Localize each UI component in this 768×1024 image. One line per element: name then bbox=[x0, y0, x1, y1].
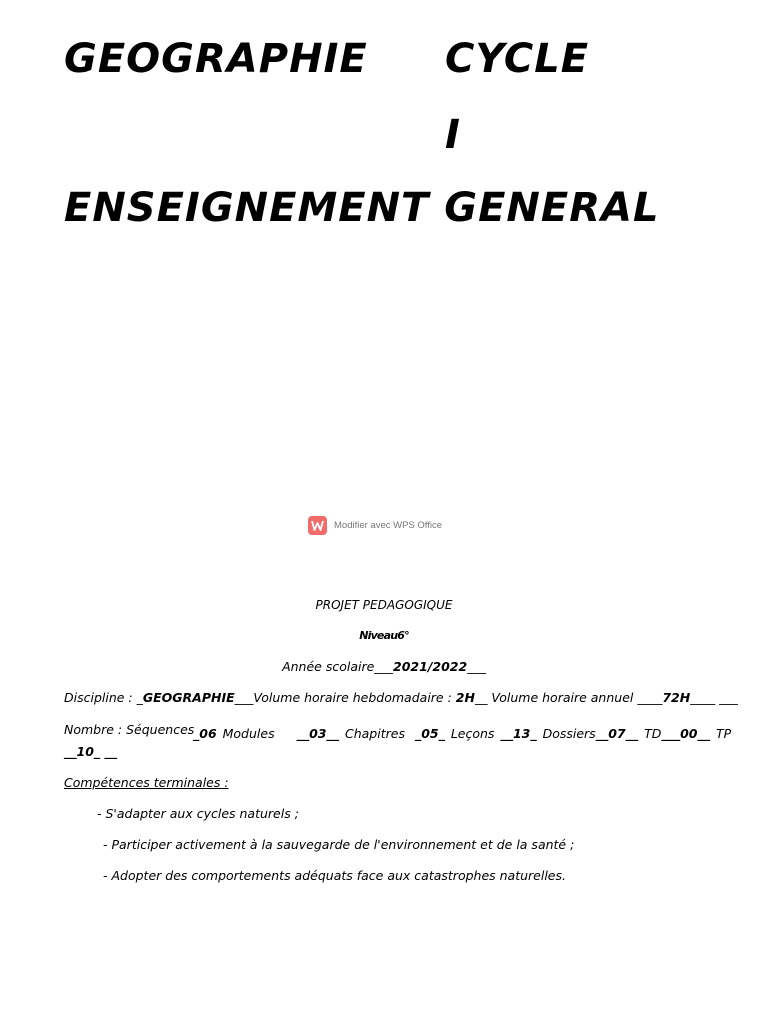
wps-edit-label: Modifier avec WPS Office bbox=[334, 520, 443, 531]
school-year-suffix: ___ bbox=[467, 659, 486, 674]
competence-item: - Adopter des comportements adéquats face aux catastrophes naturelles. bbox=[103, 868, 566, 883]
lecons-value: __13_ bbox=[500, 726, 537, 741]
sequences-value: _06 bbox=[193, 726, 217, 741]
lecons-label: Leçons bbox=[444, 726, 495, 741]
chapitres-label: Chapitres bbox=[339, 726, 405, 741]
wps-office-logo-icon bbox=[308, 516, 327, 535]
tp-value: __10_ __ bbox=[64, 744, 117, 759]
niveau-label: Niveau6° bbox=[359, 629, 409, 642]
weekly-hours-label: ___Volume horaire hebdomadaire : bbox=[234, 690, 456, 705]
school-year-value: 2021/2022 bbox=[393, 659, 468, 674]
dossiers-value: __07__ bbox=[595, 726, 639, 741]
weekly-hours-value: 2H bbox=[455, 690, 475, 705]
project-title: PROJET PEDAGOGIQUE bbox=[315, 598, 453, 612]
title-cycle-number: I bbox=[445, 112, 461, 158]
annual-hours-value: 72H bbox=[662, 690, 691, 705]
school-year-label: Année scolaire___ bbox=[282, 659, 394, 674]
title-geographie: GEOGRAPHIE bbox=[64, 36, 368, 82]
td-value: ___00__ bbox=[661, 726, 710, 741]
wps-edit-badge[interactable] bbox=[308, 515, 442, 536]
subtitle-enseignement: ENSEIGNEMENT GENERAL bbox=[64, 185, 660, 231]
modules-label: Modules bbox=[216, 726, 275, 741]
counts-line bbox=[193, 728, 731, 741]
discipline-value: GEOGRAPHIE bbox=[142, 690, 235, 705]
discipline-label: Discipline : _ bbox=[64, 690, 143, 705]
chapitres-value: _05_ bbox=[414, 726, 445, 741]
sequences-label: Nombre : Séquences bbox=[64, 722, 195, 737]
tp-label: TP bbox=[710, 726, 732, 741]
modules-value: __03__ bbox=[296, 726, 340, 741]
competences-title: Compétences terminales : bbox=[64, 775, 229, 790]
competence-item: - Participer activement à la sauvegarde de l'environnement et de la santé ; bbox=[103, 837, 575, 852]
title-cycle: CYCLE bbox=[445, 36, 590, 82]
annual-hours-label: __ Volume horaire annuel ____ bbox=[474, 690, 663, 705]
annual-hours-suffix: ____ ___ bbox=[690, 690, 738, 705]
school-year-line bbox=[0, 661, 768, 674]
discipline-line bbox=[64, 692, 738, 705]
dossiers-label: Dossiers bbox=[536, 726, 596, 741]
competence-item: - S'adapter aux cycles naturels ; bbox=[97, 806, 299, 821]
td-label: TD bbox=[638, 726, 662, 741]
